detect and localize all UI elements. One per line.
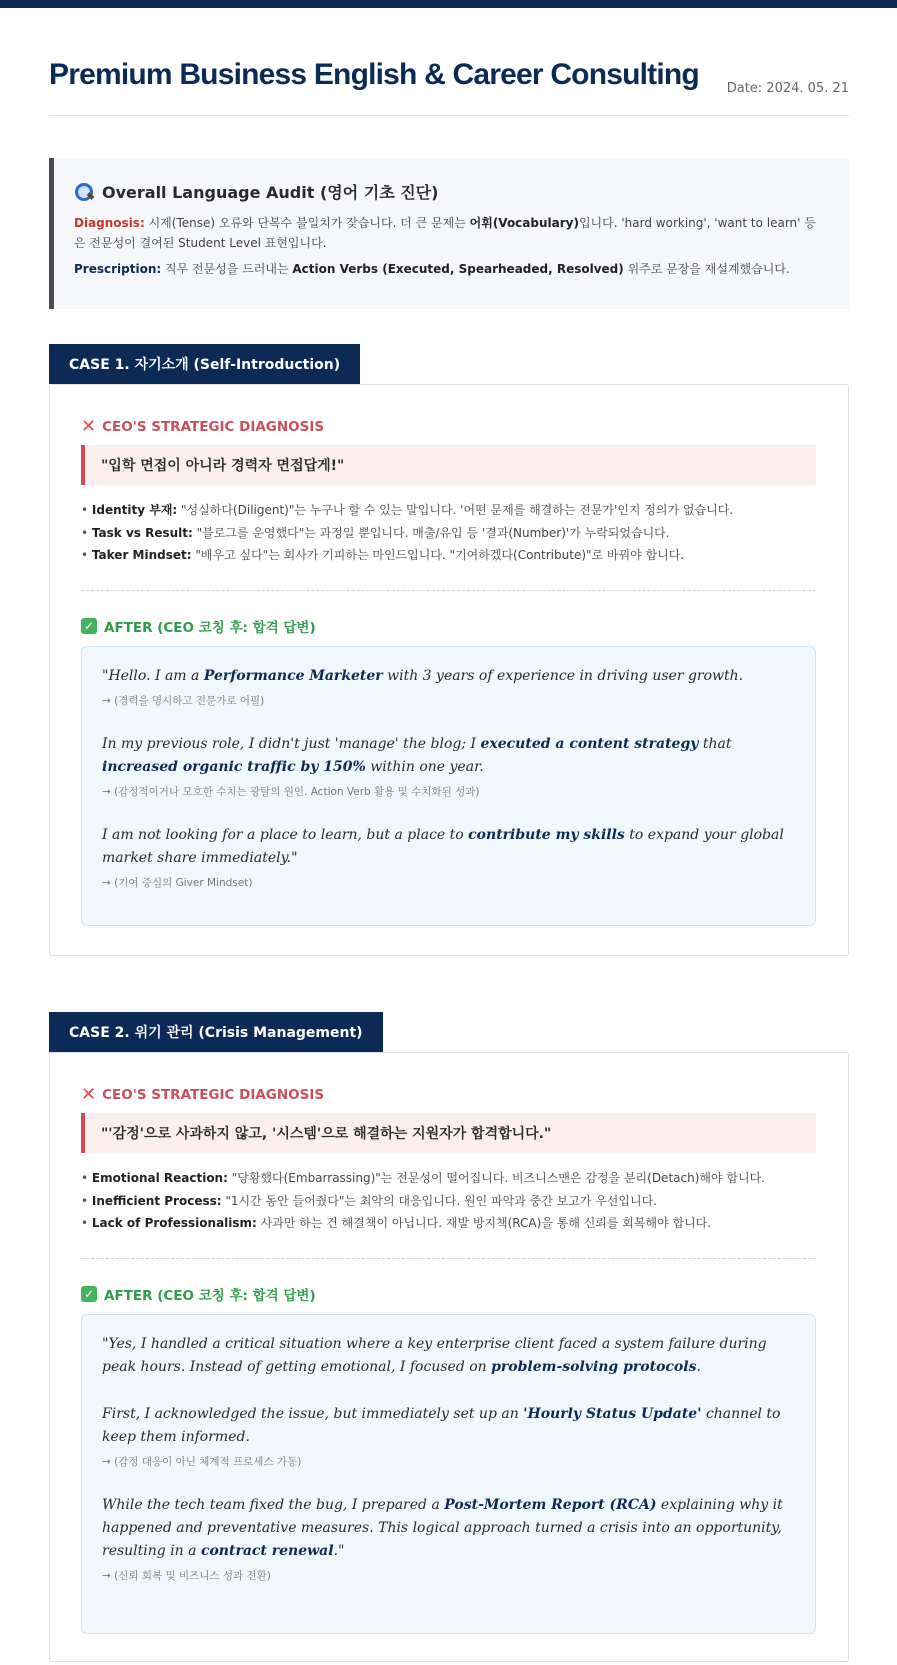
list-item: • Taker Mindset: "배우고 싶다"는 회사가 기피하는 마인드입니다. "기여하겠다(Contribute)"로 바꿔야 합니다. xyxy=(81,544,821,567)
audit-prescription: Prescription: 직무 전문성을 드러내는 Action Verbs (Executed, Spearheaded, Resolved) 위주로 문장을 재설계했습니다. xyxy=(74,262,790,276)
list-item: • Emotional Reaction: "당황했다(Embarrassing)"는 전문성이 떨어집니다. 비즈니스맨은 감정을 분리(Detach)해야 합니다. xyxy=(81,1167,821,1190)
list-item: • Lack of Professionalism: 사과만 하는 건 해결책이 아닙니다. 재발 방지책(RCA)을 통해 신뢰를 회복해야 합니다. xyxy=(81,1212,821,1235)
case1-tab: CASE 1. 자기소개 (Self-Introduction) xyxy=(49,344,360,384)
audit-title: Overall Language Audit (영어 기초 진단) xyxy=(102,183,439,202)
cross-mark-icon: ✕ xyxy=(81,1084,97,1105)
answer-note: → (기여 중심의 Giver Mindset) xyxy=(102,877,253,889)
answer-note: → (경력을 명시하고 전문가로 어필) xyxy=(102,695,265,707)
answer-note: → (감정 대응이 아닌 체계적 프로세스 가동) xyxy=(102,1456,302,1468)
audit-diagnosis: Diagnosis: 시제(Tense) 오류와 단복수 불일치가 잦습니다. 더 큰 문제는 어휘(Vocabulary)입니다. 'hard working', 'want to learn' 등은 전문성이 결여된 Student Level 표현입니다. xyxy=(74,216,816,250)
language-audit-panel xyxy=(49,158,849,309)
answer-paragraph: "Yes, I handled a critical situation where a key enterprise client faced a system failure during peak hours. Instead of getting emotional, I focused on problem-solving protocols. xyxy=(102,1336,767,1375)
case1-card xyxy=(49,384,849,956)
answer-note: → (신뢰 회복 및 비즈니스 성과 전환) xyxy=(102,1570,271,1582)
case2-answer-box xyxy=(81,1314,816,1634)
list-item: • Inefficient Process: "1시간 동안 들어줬다"는 최악의 대응입니다. 원인 파악과 중간 보고가 우선입니다. xyxy=(81,1190,821,1213)
answer-paragraph: While the tech team fixed the bug, I prepared a Post-Mortem Report (RCA) explaining why it happened and preventative measures. This logical approach turned a crisis into an opportunity, resulting in a contract renewal." xyxy=(102,1497,783,1559)
answer-paragraph: "Hello. I am a Performance Marketer with 3 years of experience in driving user growth. xyxy=(102,668,744,684)
case1-diagnosis-heading: ✕ CEO'S STRATEGIC DIAGNOSIS xyxy=(81,416,325,437)
magnifier-icon xyxy=(74,182,94,202)
report-date: Date: 2024. 05. 21 xyxy=(726,81,849,96)
case2-tab: CASE 2. 위기 관리 (Crisis Management) xyxy=(49,1012,383,1052)
list-item: • Identity 부재: "성실하다(Diligent)"는 누구나 할 수 있는 말입니다. '어떤 문제를 해결하는 전문가'인지 정의가 없습니다. xyxy=(81,499,821,522)
answer-paragraph: First, I acknowledged the issue, but immediately set up an 'Hourly Status Update' channel to keep them informed. xyxy=(102,1406,781,1445)
case2-card xyxy=(49,1052,849,1662)
case2-diagnosis-quote: "'감정'으로 사과하지 않고, '시스템'으로 해결하는 지원자가 합격합니다." xyxy=(81,1113,816,1153)
case2-diagnosis-heading: ✕ CEO'S STRATEGIC DIAGNOSIS xyxy=(81,1084,325,1105)
section-divider xyxy=(81,590,816,591)
case1-diagnosis-quote: "입학 면접이 아니라 경력자 면접답게!" xyxy=(81,445,816,485)
answer-paragraph: I am not looking for a place to learn, but a place to contribute my skills to expand your global market share immediately." xyxy=(102,827,784,866)
top-accent-bar xyxy=(0,0,897,8)
check-mark-icon: ✓ xyxy=(81,1286,97,1302)
answer-note: → (감정적이거나 모호한 수치는 광탈의 원인. Action Verb 활용 및 수치화된 성과) xyxy=(102,786,480,798)
section-divider xyxy=(81,1258,816,1259)
case1-answer-box xyxy=(81,646,816,926)
list-item: • Task vs Result: "블로그를 운영했다"는 과정일 뿐입니다. 매출/유입 등 '결과(Number)'가 누락되었습니다. xyxy=(81,522,821,545)
answer-paragraph: In my previous role, I didn't just 'manage' the blog; I executed a content strategy that increased organic traffic by 150% within one year. xyxy=(102,736,732,775)
page-header xyxy=(49,54,849,116)
case2-diagnosis-list xyxy=(81,1167,821,1235)
check-mark-icon: ✓ xyxy=(81,618,97,634)
case2-after-heading: ✓ AFTER (CEO 코칭 후: 합격 답변) xyxy=(81,1284,316,1304)
case1-after-heading: ✓ AFTER (CEO 코칭 후: 합격 답변) xyxy=(81,616,316,636)
cross-mark-icon: ✕ xyxy=(81,416,97,437)
case1-diagnosis-list xyxy=(81,499,821,567)
page-title: Premium Business English & Career Consulting xyxy=(49,58,699,91)
